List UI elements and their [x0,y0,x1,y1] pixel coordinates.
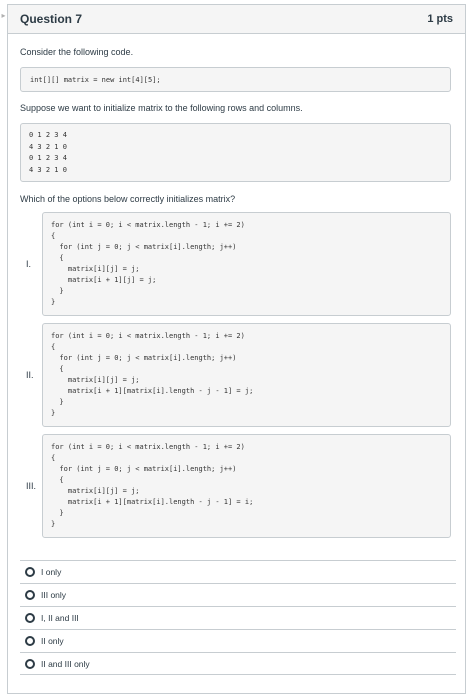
radio-button-icon[interactable] [25,590,35,600]
options-prompt: Which of the options below correctly initializes matrix? [20,194,236,204]
answer-choice-1[interactable] [20,560,456,583]
question-points: 1 pts [427,13,453,25]
matrix-target-values: 0 1 2 3 4 4 3 2 1 0 0 1 2 3 4 4 3 2 1 0 [20,123,451,182]
answer-choice-4[interactable] [20,629,456,652]
answer-label[interactable]: III only [41,590,67,600]
collapse-arrow-icon[interactable]: ▸ [1,11,6,20]
option-numeral: I. [26,259,32,269]
option-code: for (int i = 0; i < matrix.length - 1; i += 2) { for (int j = 0; j < matrix[i].length; j++) { matrix[i][j] = j; matrix[i + 1][j] = j; } } [42,212,451,316]
answer-choice-5[interactable] [20,652,456,675]
question-prompt: Consider the following code. [20,47,134,57]
code-options-list [20,212,453,538]
answer-choice-2[interactable] [20,583,456,606]
answer-choices [20,560,456,675]
option-numeral: II. [26,370,34,380]
radio-button-icon[interactable] [25,567,35,577]
question-card [7,4,466,694]
option-code: for (int i = 0; i < matrix.length - 1; i += 2) { for (int j = 0; j < matrix[i].length; j++) { matrix[i][j] = j; matrix[i + 1][matrix[i].length - j - 1] = i; } } [42,434,451,538]
answer-label[interactable]: II only [41,636,64,646]
question-title: Question 7 [20,12,83,26]
question-body [8,34,465,538]
option-numeral: III. [26,481,37,491]
radio-button-icon[interactable] [25,659,35,669]
answer-label[interactable]: I only [41,567,62,577]
code-option-3 [20,434,453,538]
option-code: for (int i = 0; i < matrix.length - 1; i += 2) { for (int j = 0; j < matrix[i].length; j++) { matrix[i][j] = j; matrix[i + 1][matrix[i].length - j - 1] = j; } } [42,323,451,427]
declaration-code: int[][] matrix = new int[4][5]; [20,67,451,92]
question-header [8,5,465,34]
answer-choice-3[interactable] [20,606,456,629]
answer-label[interactable]: I, II and III [41,613,79,623]
radio-button-icon[interactable] [25,636,35,646]
radio-button-icon[interactable] [25,613,35,623]
answer-label[interactable]: II and III only [41,658,90,669]
code-option-1 [20,212,453,316]
question-instruction: Suppose we want to initialize matrix to the following rows and columns. [20,103,303,113]
code-option-2 [20,323,453,427]
